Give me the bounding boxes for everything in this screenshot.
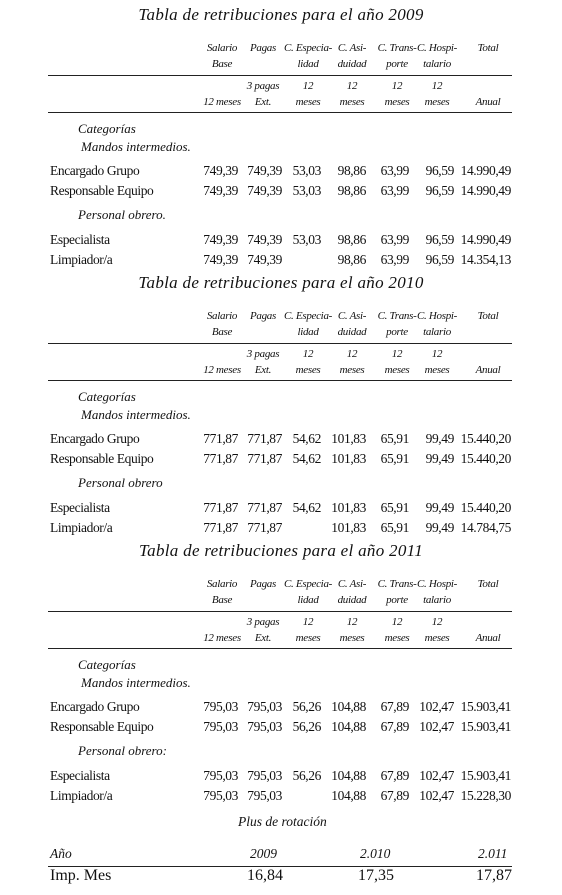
header-c-hospitalario: C. Hospi- talario	[416, 42, 458, 70]
header-salario-base: Salario Base	[206, 310, 238, 338]
cell-c-hospitalario: 102,47	[419, 719, 454, 734]
header-total-anual: Total	[477, 578, 499, 590]
cell-c-transporte: 65,91	[380, 520, 409, 535]
subheader-pagas: 3 pagas Ext.	[246, 348, 280, 376]
row-label: Encargado Grupo	[50, 699, 140, 714]
plus-title: Plus de rotación	[238, 814, 327, 829]
cell-salario-base: 771,87	[203, 520, 238, 535]
cell-c-transporte: 67,89	[380, 788, 409, 803]
cell-total-anual: 14.784,75	[460, 520, 511, 535]
table-title: Tabla de retribuciones para el año 2010	[138, 273, 424, 292]
row-label: Encargado Grupo	[50, 163, 140, 178]
cell-c-asiduidad: 104,88	[331, 719, 366, 734]
header-c-especialidad: C. Especia- lidad	[283, 42, 333, 70]
cell-c-especialidad: 56,26	[292, 719, 321, 734]
header-total-anual: Total	[477, 310, 499, 322]
subheader-divider	[48, 648, 512, 649]
cell-total-anual: 15.903,41	[460, 699, 511, 714]
row-label: Limpiador/a	[50, 520, 113, 535]
cell-c-asiduidad: 98,86	[337, 163, 366, 178]
subheader-c-transporte: 12 meses	[384, 80, 410, 108]
header-c-transporte: C. Trans- porte	[377, 310, 417, 338]
header-salario-base: Salario Base	[206, 42, 238, 70]
header-c-transporte: C. Trans- porte	[377, 578, 417, 606]
subheader-c-especialidad: 12 meses	[295, 616, 321, 644]
header-divider	[48, 343, 512, 344]
header-c-especialidad: C. Especia- lidad	[283, 578, 333, 606]
cell-pagas: 795,03	[247, 788, 282, 803]
header-divider	[48, 75, 512, 76]
row-label: Responsable Equipo	[50, 719, 154, 734]
cell-c-transporte: 67,89	[380, 768, 409, 783]
cell-salario-base: 749,39	[203, 232, 238, 247]
mandos-intermedios-label: Mandos intermedios.	[81, 675, 191, 690]
cell-total-anual: 15.228,30	[460, 788, 511, 803]
cell-c-asiduidad: 101,83	[331, 520, 366, 535]
cell-c-transporte: 63,99	[380, 232, 409, 247]
cell-total-anual: 15.903,41	[460, 768, 511, 783]
cell-c-transporte: 65,91	[380, 500, 409, 515]
subheader-total-anual: Anual	[475, 96, 501, 108]
cell-salario-base: 771,87	[203, 500, 238, 515]
cell-c-especialidad: 53,03	[292, 163, 321, 178]
plus-value-2011: 17,87	[476, 867, 512, 884]
cell-c-especialidad: 54,62	[292, 431, 321, 446]
plus-year-2011: 2.011	[478, 846, 508, 861]
plus-year-2010: 2.010	[360, 846, 391, 861]
subheader-c-transporte: 12 meses	[384, 348, 410, 376]
subheader-c-especialidad: 12 meses	[295, 348, 321, 376]
header-c-asiduidad: C. Asi- duidad	[337, 42, 367, 70]
cell-c-transporte: 63,99	[380, 163, 409, 178]
categorias-label: Categorías	[78, 389, 136, 404]
cell-pagas: 749,39	[247, 252, 282, 267]
header-c-hospitalario: C. Hospi- talario	[416, 310, 458, 338]
cell-total-anual: 14.990,49	[460, 163, 511, 178]
cell-salario-base: 795,03	[203, 699, 238, 714]
subheader-salario-base: 12 meses	[203, 96, 241, 108]
cell-pagas: 749,39	[247, 183, 282, 198]
header-c-asiduidad: C. Asi- duidad	[337, 578, 367, 606]
header-pagas: Pagas	[249, 42, 276, 54]
table-title: Tabla de retribuciones para el año 2009	[138, 5, 424, 24]
cell-c-asiduidad: 104,88	[331, 699, 366, 714]
categorias-label: Categorías	[78, 657, 136, 672]
subheader-c-hospitalario: 12 meses	[424, 348, 450, 376]
cell-c-transporte: 63,99	[380, 183, 409, 198]
header-c-transporte: C. Trans- porte	[377, 42, 417, 70]
header-divider	[48, 611, 512, 612]
cell-c-asiduidad: 104,88	[331, 768, 366, 783]
cell-total-anual: 15.440,20	[460, 451, 511, 466]
cell-pagas: 749,39	[247, 163, 282, 178]
cell-c-asiduidad: 101,83	[331, 431, 366, 446]
cell-pagas: 771,87	[247, 451, 282, 466]
cell-salario-base: 749,39	[203, 252, 238, 267]
cell-pagas: 795,03	[247, 699, 282, 714]
cell-c-transporte: 67,89	[380, 719, 409, 734]
subheader-total-anual: Anual	[475, 632, 501, 644]
header-c-hospitalario: C. Hospi- talario	[416, 578, 458, 606]
cell-salario-base: 771,87	[203, 451, 238, 466]
cell-c-hospitalario: 99,49	[425, 520, 454, 535]
subheader-pagas: 3 pagas Ext.	[246, 616, 280, 644]
cell-salario-base: 795,03	[203, 788, 238, 803]
cell-pagas: 749,39	[247, 232, 282, 247]
cell-c-especialidad: 56,26	[292, 699, 321, 714]
cell-c-hospitalario: 102,47	[419, 768, 454, 783]
cell-c-hospitalario: 102,47	[419, 788, 454, 803]
cell-total-anual: 14.990,49	[460, 232, 511, 247]
mandos-intermedios-label: Mandos intermedios.	[81, 139, 191, 154]
subheader-c-especialidad: 12 meses	[295, 80, 321, 108]
row-label: Especialista	[50, 768, 110, 783]
header-total-anual: Total	[477, 42, 499, 54]
plus-row-label: Imp. Mes	[50, 867, 112, 884]
row-label: Limpiador/a	[50, 252, 113, 267]
cell-total-anual: 15.903,41	[460, 719, 511, 734]
cell-salario-base: 795,03	[203, 768, 238, 783]
header-pagas: Pagas	[249, 310, 276, 322]
cell-c-asiduidad: 104,88	[331, 788, 366, 803]
cell-c-especialidad: 54,62	[292, 451, 321, 466]
personal-obrero-label: Personal obrero	[78, 475, 163, 490]
cell-pagas: 795,03	[247, 719, 282, 734]
cell-c-transporte: 65,91	[380, 451, 409, 466]
cell-total-anual: 14.990,49	[460, 183, 511, 198]
subheader-c-transporte: 12 meses	[384, 616, 410, 644]
header-pagas: Pagas	[249, 578, 276, 590]
subheader-total-anual: Anual	[475, 364, 501, 376]
cell-c-hospitalario: 96,59	[425, 232, 454, 247]
plus-year-2009: 2009	[250, 846, 277, 861]
plus-value-2010: 17,35	[358, 867, 394, 884]
cell-salario-base: 795,03	[203, 719, 238, 734]
cell-c-asiduidad: 98,86	[337, 232, 366, 247]
mandos-intermedios-label: Mandos intermedios.	[81, 407, 191, 422]
subheader-c-asiduidad: 12 meses	[339, 80, 365, 108]
cell-c-especialidad: 54,62	[292, 500, 321, 515]
cell-c-transporte: 63,99	[380, 252, 409, 267]
header-c-asiduidad: C. Asi- duidad	[337, 310, 367, 338]
cell-c-especialidad: 53,03	[292, 183, 321, 198]
subheader-divider	[48, 112, 512, 113]
cell-c-hospitalario: 96,59	[425, 252, 454, 267]
cell-c-hospitalario: 96,59	[425, 163, 454, 178]
row-label: Encargado Grupo	[50, 431, 140, 446]
personal-obrero-label: Personal obrero.	[78, 207, 166, 222]
plus-year-label: Año	[50, 846, 72, 861]
subheader-divider	[48, 380, 512, 381]
cell-c-hospitalario: 99,49	[425, 451, 454, 466]
cell-pagas: 771,87	[247, 500, 282, 515]
cell-total-anual: 15.440,20	[460, 431, 511, 446]
row-label: Responsable Equipo	[50, 183, 154, 198]
cell-c-especialidad: 53,03	[292, 232, 321, 247]
cell-c-hospitalario: 99,49	[425, 431, 454, 446]
subheader-salario-base: 12 meses	[203, 632, 241, 644]
cell-pagas: 795,03	[247, 768, 282, 783]
cell-c-transporte: 65,91	[380, 431, 409, 446]
subheader-pagas: 3 pagas Ext.	[246, 80, 280, 108]
cell-salario-base: 749,39	[203, 163, 238, 178]
header-salario-base: Salario Base	[206, 578, 238, 606]
row-label: Responsable Equipo	[50, 451, 154, 466]
subheader-salario-base: 12 meses	[203, 364, 241, 376]
row-label: Limpiador/a	[50, 788, 113, 803]
categorias-label: Categorías	[78, 121, 136, 136]
cell-c-asiduidad: 98,86	[337, 252, 366, 267]
cell-c-asiduidad: 98,86	[337, 183, 366, 198]
cell-total-anual: 15.440,20	[460, 500, 511, 515]
subheader-c-hospitalario: 12 meses	[424, 80, 450, 108]
cell-c-hospitalario: 99,49	[425, 500, 454, 515]
subheader-c-asiduidad: 12 meses	[339, 616, 365, 644]
table-title: Tabla de retribuciones para el año 2011	[138, 541, 423, 560]
cell-pagas: 771,87	[247, 520, 282, 535]
row-label: Especialista	[50, 500, 110, 515]
cell-salario-base: 771,87	[203, 431, 238, 446]
subheader-c-asiduidad: 12 meses	[339, 348, 365, 376]
cell-pagas: 771,87	[247, 431, 282, 446]
cell-salario-base: 749,39	[203, 183, 238, 198]
cell-c-hospitalario: 102,47	[419, 699, 454, 714]
plus-value-2009: 16,84	[247, 867, 283, 884]
cell-total-anual: 14.354,13	[460, 252, 511, 267]
row-label: Especialista	[50, 232, 110, 247]
subheader-c-hospitalario: 12 meses	[424, 616, 450, 644]
cell-c-transporte: 67,89	[380, 699, 409, 714]
header-c-especialidad: C. Especia- lidad	[283, 310, 333, 338]
cell-c-asiduidad: 101,83	[331, 500, 366, 515]
cell-c-hospitalario: 96,59	[425, 183, 454, 198]
cell-c-especialidad: 56,26	[292, 768, 321, 783]
personal-obrero-label: Personal obrero:	[78, 743, 167, 758]
cell-c-asiduidad: 101,83	[331, 451, 366, 466]
